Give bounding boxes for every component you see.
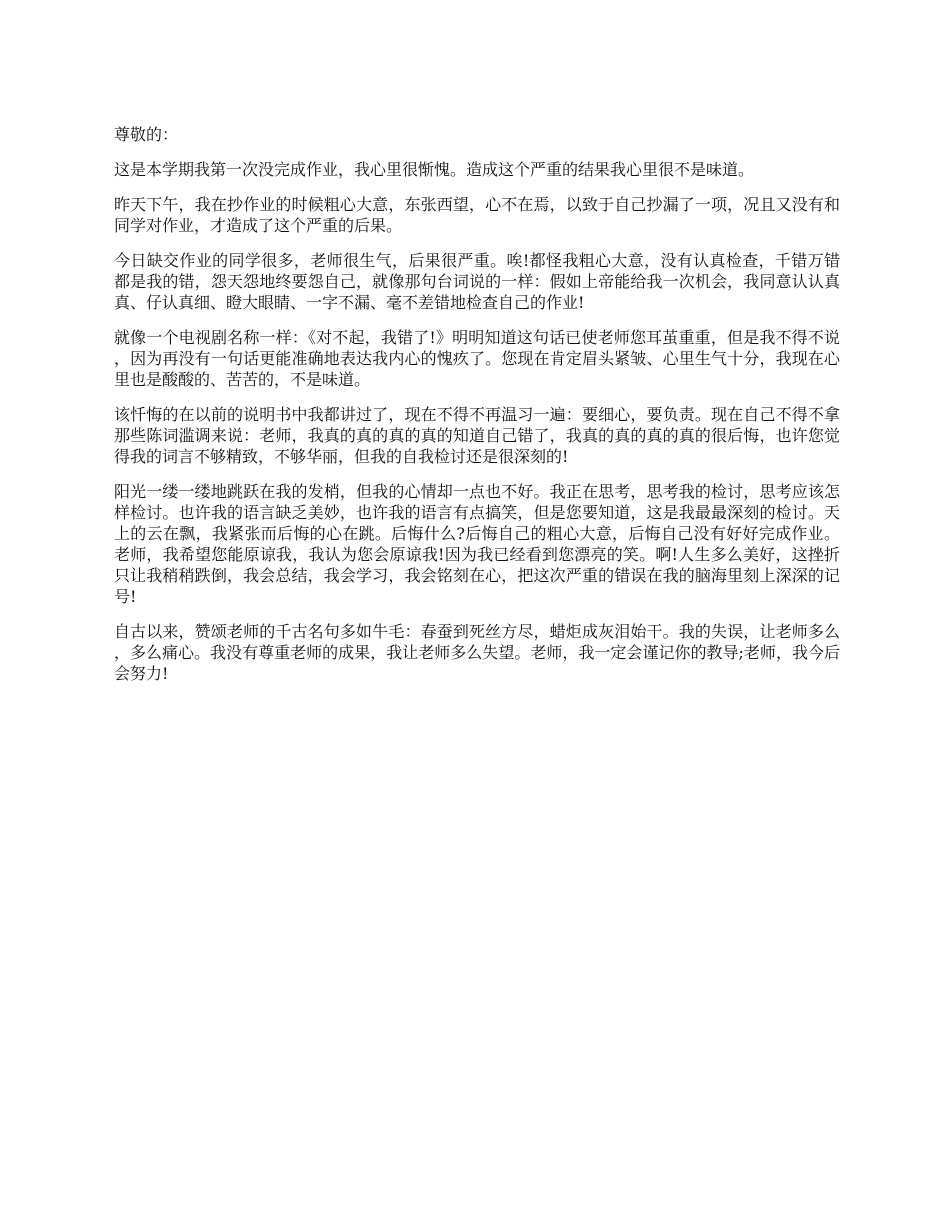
paragraph: 该忏悔的在以前的说明书中我都讲过了，现在不得不再温习一遍：要细心，要负责。现在自己不得不拿那些陈词滥调来说：老师，我真的真的真的真的知道自己错了，我真的真的真的真的很后悔，也许您觉得我的词言不够精致，不够华丽，但我的自我检讨还是很深刻的! bbox=[114, 405, 840, 466]
salutation: 尊敬的： bbox=[114, 125, 179, 144]
paragraph: 就像一个电视剧名称一样：《对不起，我错了!》明明知道这句话已使老师您耳茧重重，但是我不得不说，因为再没有一句话更能准确地表达我内心的愧疚了。您现在肯定眉头紧皱、心里生气十分，我现在心里也是酸酸的、苦苦的，不是味道。 bbox=[114, 328, 840, 389]
document-page bbox=[114, 124, 840, 698]
paragraph: 阳光一缕一缕地跳跃在我的发梢，但我的心情却一点也不好。我正在思考，思考我的检讨，思考应该怎样检讨。也许我的语言缺乏美妙，也许我的语言有点搞笑，但是您要知道，这是我最最深刻的检讨。天上的云在飘，我紧张而后悔的心在跳。后悔什么?后悔自己的粗心大意，后悔自己没有好好完成作业。老师，我希望您能原谅我，我认为您会原谅我!因为我已经看到您漂亮的笑。啊!人生多么美好，这挫折只让我稍稍跌倒，我会总结，我会学习，我会铭刻在心，把这次严重的错误在我的脑海里刻上深深的记号! bbox=[114, 482, 840, 606]
paragraph: 今日缺交作业的同学很多，老师很生气，后果很严重。唉!都怪我粗心大意，没有认真检查，千错万错都是我的错，怨天怨地终要怨自己，就像那句台词说的一样：假如上帝能给我一次机会，我同意认认真真、仔认真细、瞪大眼睛、一字不漏、毫不差错地检查自己的作业! bbox=[114, 251, 840, 312]
paragraph: 自古以来，赞颂老师的千古名句多如牛毛：春蚕到死丝方尽，蜡炬成灰泪始干。我的失误，让老师多么，多么痛心。我没有尊重老师的成果，我让老师多么失望。老师，我一定会谨记你的教导;老师，我今后会努力! bbox=[114, 622, 840, 683]
paragraph: 昨天下午，我在抄作业的时候粗心大意，东张西望，心不在焉，以致于自己抄漏了一项，况且又没有和同学对作业，才造成了这个严重的后果。 bbox=[114, 195, 840, 235]
paragraph: 这是本学期我第一次没完成作业，我心里很惭愧。造成这个严重的结果我心里很不是味道。 bbox=[114, 160, 755, 179]
